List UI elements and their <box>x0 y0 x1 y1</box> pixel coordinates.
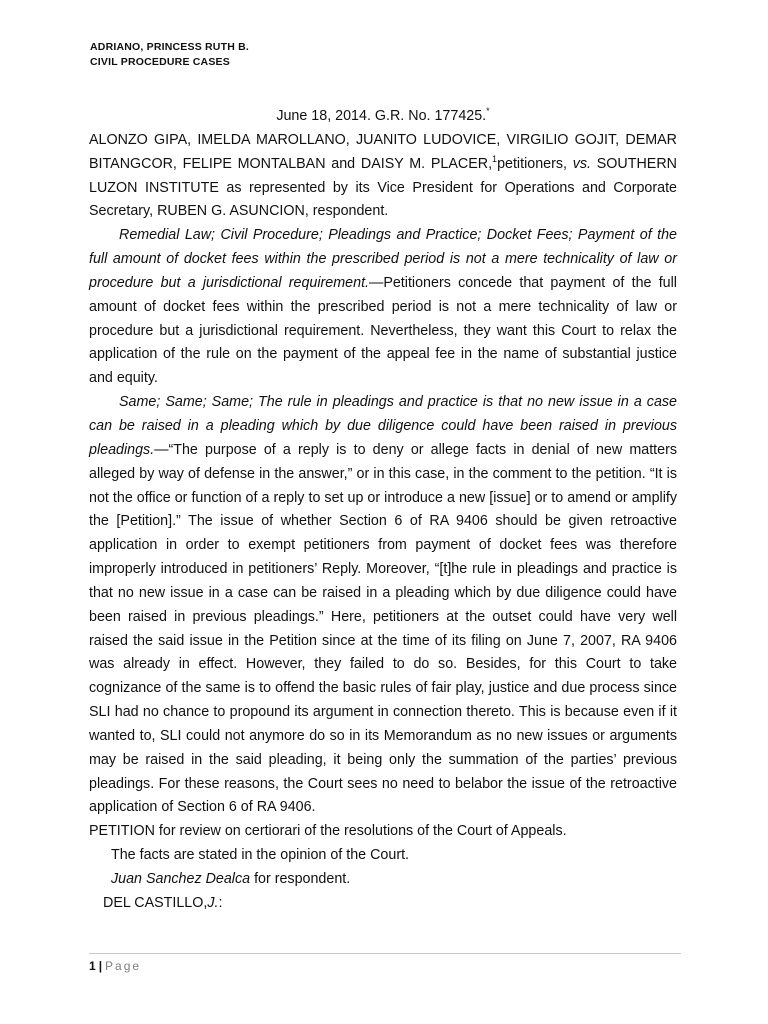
syllabus-headnote-2: Same; Same; Same; The rule in pleadings and practice is that no new issue in a case can be raised in a pleading which by due diligence could have been raised in previous pleadings. <box>89 394 677 458</box>
case-parties <box>89 129 677 224</box>
syllabus-text-2: —“The purpose of a reply is to deny or allege facts in denial of new matters alleged by way of defense in the answer,” or in this case, in the comment to the petition. “It is not the office or function of a reply to set up or introduce a new [issue] or to amend or amplify the [Petition].” The issue of whether Section 6 of RA 9406 should be given retroactive application in order to exempt petitioners from payment of docket fees was therefore improperly introduced in petitioners’ Reply. Moreover, “[t]he rule in pleadings and practice is that no new issue in a case can be raised in a pleading which by due diligence could have been raised in previous pleadings.” Here, petitioners at the outset could have very well raised the said issue in the Petition since at the time of its filing on June 7, 2007, RA 9406 was already in effect. However, they failed to do so. Besides, for this Court to take cognizance of the same is to offend the basic rules of fair play, justice and due process since SLI had no chance to propound its argument in connection thereto. This is because even if it wanted to, SLI could not anymore do so in its Memorandum as no new issues or arguments may be raised in the said pleading, it being only the summation of the parties’ previous pleadings. For these reasons, the Court sees no need to belabor the issue of the retroactive application of Section 6 of RA 9406. <box>89 441 677 816</box>
footer-separator: | <box>98 959 103 973</box>
syllabus-paragraph-1 <box>89 224 677 391</box>
counsel-line <box>89 868 677 892</box>
counsel-role: for respondent. <box>250 871 351 887</box>
page-footer <box>89 953 681 975</box>
page-label: Page <box>105 959 142 973</box>
document-body <box>89 105 677 916</box>
date-gr-mark: * <box>486 106 490 117</box>
parties-petitioners: petitioners, <box>497 155 573 172</box>
parties-versus: vs. <box>572 155 592 172</box>
case-date-gr <box>89 105 677 129</box>
date-gr-text: June 18, 2014. G.R. No. 177425. <box>276 108 487 124</box>
syllabus-headnote-1: Remedial Law; Civil Procedure; Pleadings and Practice; Docket Fees; Payment of the full amount of docket fees within the prescribed period is not a mere technicality of law or procedure but a jurisdictional requirement. <box>89 227 677 291</box>
ponente-line <box>89 892 677 916</box>
page-number: 1 <box>89 959 96 973</box>
parties-names: ALONZO GIPA, IMELDA MAROLLANO, JUANITO LUDOVICE, VIRGILIO GOJIT, DEMAR BITANGCOR, FELIPE MONTALBAN and DAISY M. PLACER, <box>89 131 677 172</box>
counsel-name: Juan Sanchez Dealca <box>111 871 251 887</box>
document-header <box>90 40 249 70</box>
ponente-colon: : <box>218 894 223 911</box>
parties-respondent: SOUTHERN LUZON INSTITUTE as represented by its Vice President for Operations and Corporate Secretary, RUBEN G. ASUNCION, respondent. <box>89 155 677 220</box>
ponente-name: DEL CASTILLO, <box>103 894 208 911</box>
syllabus-paragraph-2 <box>89 391 677 820</box>
syllabus-text-1: —Petitioners concede that payment of the full amount of docket fees within the prescribed period is not a mere technicality of law or procedure but a jurisdictional requirement. Nevertheless, they want this Court to relax the application of the rule on the payment of the appeal fee in the name of substantial justice and equity. <box>89 274 677 387</box>
author-name: ADRIANO, PRINCESS RUTH B. <box>90 41 250 53</box>
petition-line: PETITION for review on certiorari of the resolutions of the Court of Appeals. <box>89 823 567 840</box>
document-subject: CIVIL PROCEDURE CASES <box>90 56 230 68</box>
facts-line: The facts are stated in the opinion of the Court. <box>111 847 410 864</box>
ponente-title: J. <box>207 894 219 911</box>
footnote-ref: 1 <box>492 153 498 164</box>
